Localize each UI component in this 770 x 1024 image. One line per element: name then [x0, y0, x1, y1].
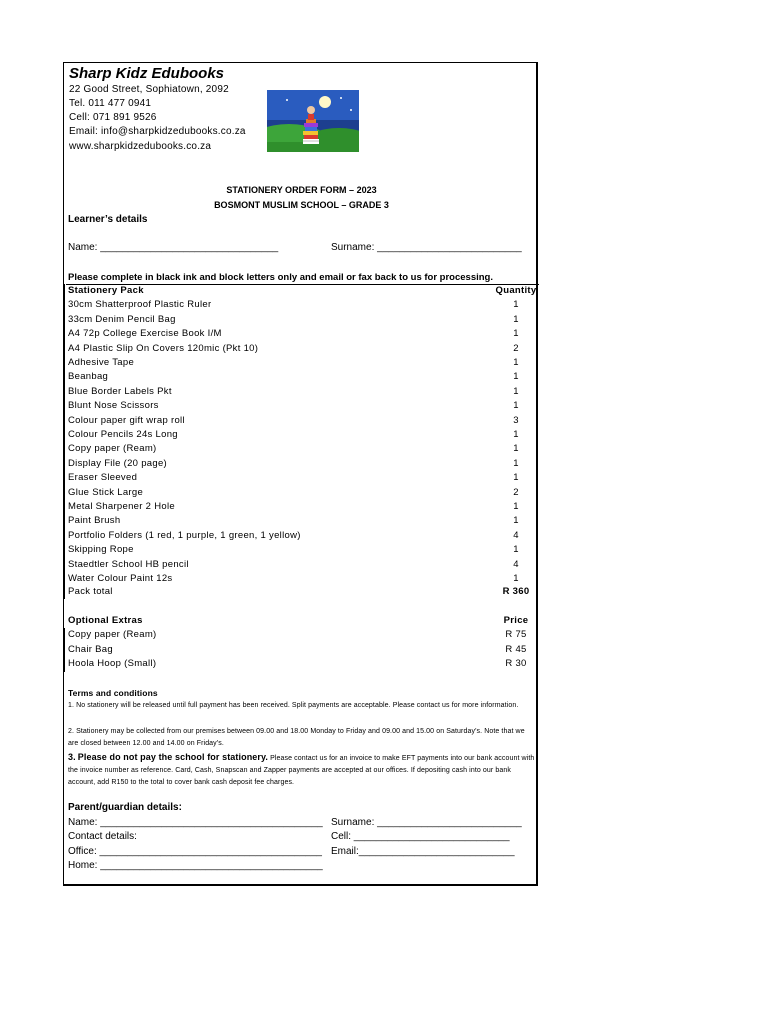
stationery-item-name: Colour paper gift wrap roll [68, 414, 185, 426]
extras-item-price: R 45 [505, 643, 527, 655]
stationery-item-qty: 1 [513, 573, 519, 584]
terms-item-3-rest: Please contact us for an invoice to make EFT payments into our bank account with the invoice number as reference. Card, Cash, Snapscan and Zapper payments are accepted at our offices. If depositing cash into our bank account, add R150 to the total to cover bank cash deposit fee charges. [68, 755, 535, 786]
stationery-item-name: A4 Plastic Slip On Covers 120mic (Pkt 10) [68, 342, 259, 354]
terms-item-2: 2. Stationery may be collected from our premises between 09.00 and 18.00 Monday to Friday and 09.00 and 15.00 on Saturday's. Note that we are closed between 12.00 and 14.00 on Friday's. [68, 728, 525, 747]
stationery-item-name: Blue Border Labels Pkt [68, 385, 172, 397]
extras-item-price: R 75 [505, 629, 527, 641]
terms-item-1: 1. No stationery will be released until full payment has been received. Split payments are acceptable. Please contact us for more information. [68, 702, 519, 709]
table-row [64, 298, 539, 312]
stationery-item-name: Beanbag [68, 371, 109, 383]
stationery-item-qty: 1 [513, 429, 519, 440]
extras-item-name: Copy paper (Ream) [68, 629, 157, 641]
table-row [64, 342, 539, 356]
stationery-item-qty: 4 [513, 558, 519, 570]
table-row [64, 370, 539, 384]
company-email: Email: info@sharpkidzedubooks.co.za [69, 126, 246, 137]
table-row [64, 385, 539, 399]
order-form [63, 62, 538, 886]
table-row [64, 643, 539, 657]
table-row [64, 471, 539, 485]
stationery-item-name: Paint Brush [68, 515, 121, 527]
learner-name-field[interactable]: Name: ________________________________ [68, 242, 279, 253]
company-address: 22 Good Street, Sophiatown, 2092 [69, 84, 229, 95]
form-title: STATIONERY ORDER FORM – 2023 [226, 185, 377, 195]
terms-item-3 [68, 751, 536, 789]
stationery-item-qty: 1 [513, 400, 519, 412]
pack-total-label: Pack total [68, 586, 113, 597]
stationery-item-name: Skipping Rope [68, 544, 134, 556]
stationery-item-qty: 1 [513, 472, 519, 484]
stationery-item-name: Eraser Sleeved [68, 472, 138, 484]
extras-item-name: Chair Bag [68, 643, 113, 655]
company-cell: Cell: 071 891 9526 [69, 112, 157, 123]
table-row [64, 442, 539, 456]
stationery-item-qty: 1 [513, 313, 519, 325]
extras-header-item: Optional Extras [68, 615, 143, 626]
extras-header-row [64, 614, 539, 628]
stationery-item-name: Adhesive Tape [68, 357, 135, 368]
table-row [64, 486, 539, 500]
learners-details-heading: Learner’s details [68, 214, 148, 225]
extras-left-border [64, 628, 65, 672]
parent-cell-field[interactable]: Cell: ____________________________ [331, 831, 510, 842]
stationery-item-name: Metal Sharpener 2 Hole [68, 501, 175, 512]
stationery-item-name: 33cm Denim Pencil Bag [68, 313, 176, 325]
parent-surname-field[interactable]: Surname: __________________________ [331, 817, 522, 828]
form-subtitle: BOSMONT MUSLIM SCHOOL – GRADE 3 [214, 200, 389, 210]
extras-item-name: Hoola Hoop (Small) [68, 658, 157, 670]
table-row [64, 399, 539, 413]
stationery-item-name: Water Colour Paint 12s [68, 573, 173, 584]
terms-item-3-bold: Please do not pay the school for stationery. [77, 752, 269, 762]
instruction-text: Please complete in black ink and block letters only and email or fax back to us for processing. [68, 272, 493, 283]
table-row [64, 514, 539, 528]
terms-item-3-prefix: 3. [68, 752, 76, 762]
stationery-item-name: A4 72p College Exercise Book I/M [68, 328, 222, 340]
stationery-item-qty: 1 [513, 357, 519, 368]
table-row [64, 428, 539, 442]
stationery-item-qty: 1 [513, 371, 519, 383]
stationery-item-name: 30cm Shatterproof Plastic Ruler [68, 299, 212, 311]
stationery-item-name: Glue Stick Large [68, 486, 144, 498]
stationery-header-item: Stationery Pack [68, 285, 144, 296]
parent-home-field[interactable]: Home: ________________________________________ [68, 860, 323, 871]
pack-total-value: R 360 [502, 586, 530, 597]
table-row [64, 529, 539, 543]
stationery-item-qty: 4 [513, 529, 519, 541]
parent-details-heading: Parent/guardian details: [68, 802, 182, 813]
parent-contact-label: Contact details: [68, 831, 137, 842]
company-tel: Tel. 011 477 0941 [69, 98, 152, 109]
company-website: www.sharpkidzedubooks.co.za [69, 141, 212, 152]
extras-item-price: R 30 [505, 658, 527, 670]
table-row [64, 543, 539, 557]
stationery-item-name: Blunt Nose Scissors [68, 400, 159, 412]
stationery-item-qty: 1 [513, 443, 519, 455]
stationery-item-qty: 1 [513, 457, 519, 469]
stationery-item-qty: 2 [513, 342, 519, 354]
stationery-item-name: Copy paper (Ream) [68, 443, 157, 455]
stationery-item-qty: 1 [513, 544, 519, 556]
table-row [64, 628, 539, 642]
stationery-item-qty: 1 [513, 328, 519, 340]
stationery-item-name: Colour Pencils 24s Long [68, 429, 178, 440]
terms-heading: Terms and conditions [68, 688, 158, 698]
table-row [64, 414, 539, 428]
stationery-item-qty: 1 [513, 385, 519, 397]
stationery-item-qty: 2 [513, 486, 519, 498]
table-row [64, 457, 539, 471]
stationery-item-qty: 1 [513, 299, 519, 311]
table-row [64, 500, 539, 514]
company-name: Sharp Kidz Edubooks [69, 65, 225, 82]
parent-name-field[interactable]: Name: ________________________________________ [68, 817, 323, 828]
stationery-item-name: Staedtler School HB pencil [68, 558, 189, 570]
stationery-item-name: Display File (20 page) [68, 457, 168, 469]
stationery-header-qty: Quantity [495, 285, 537, 296]
table-row [64, 313, 539, 327]
stationery-item-qty: 3 [513, 414, 519, 426]
table-row [64, 657, 539, 671]
extras-header-price: Price [503, 615, 529, 626]
learner-surname-field[interactable]: Surname: __________________________ [331, 242, 522, 253]
table-row [64, 558, 539, 572]
stationery-item-qty: 1 [513, 515, 519, 527]
company-logo [267, 90, 359, 152]
stationery-item-qty: 1 [513, 501, 519, 512]
pack-total-row [64, 585, 539, 599]
parent-office-field[interactable]: Office: ________________________________________ [68, 846, 322, 857]
stationery-header-row [64, 284, 539, 298]
stationery-item-name: Portfolio Folders (1 red, 1 purple, 1 green, 1 yellow) [68, 529, 301, 541]
table-row [64, 356, 539, 370]
table-row [64, 327, 539, 341]
parent-email-field[interactable]: Email:____________________________ [331, 846, 515, 857]
